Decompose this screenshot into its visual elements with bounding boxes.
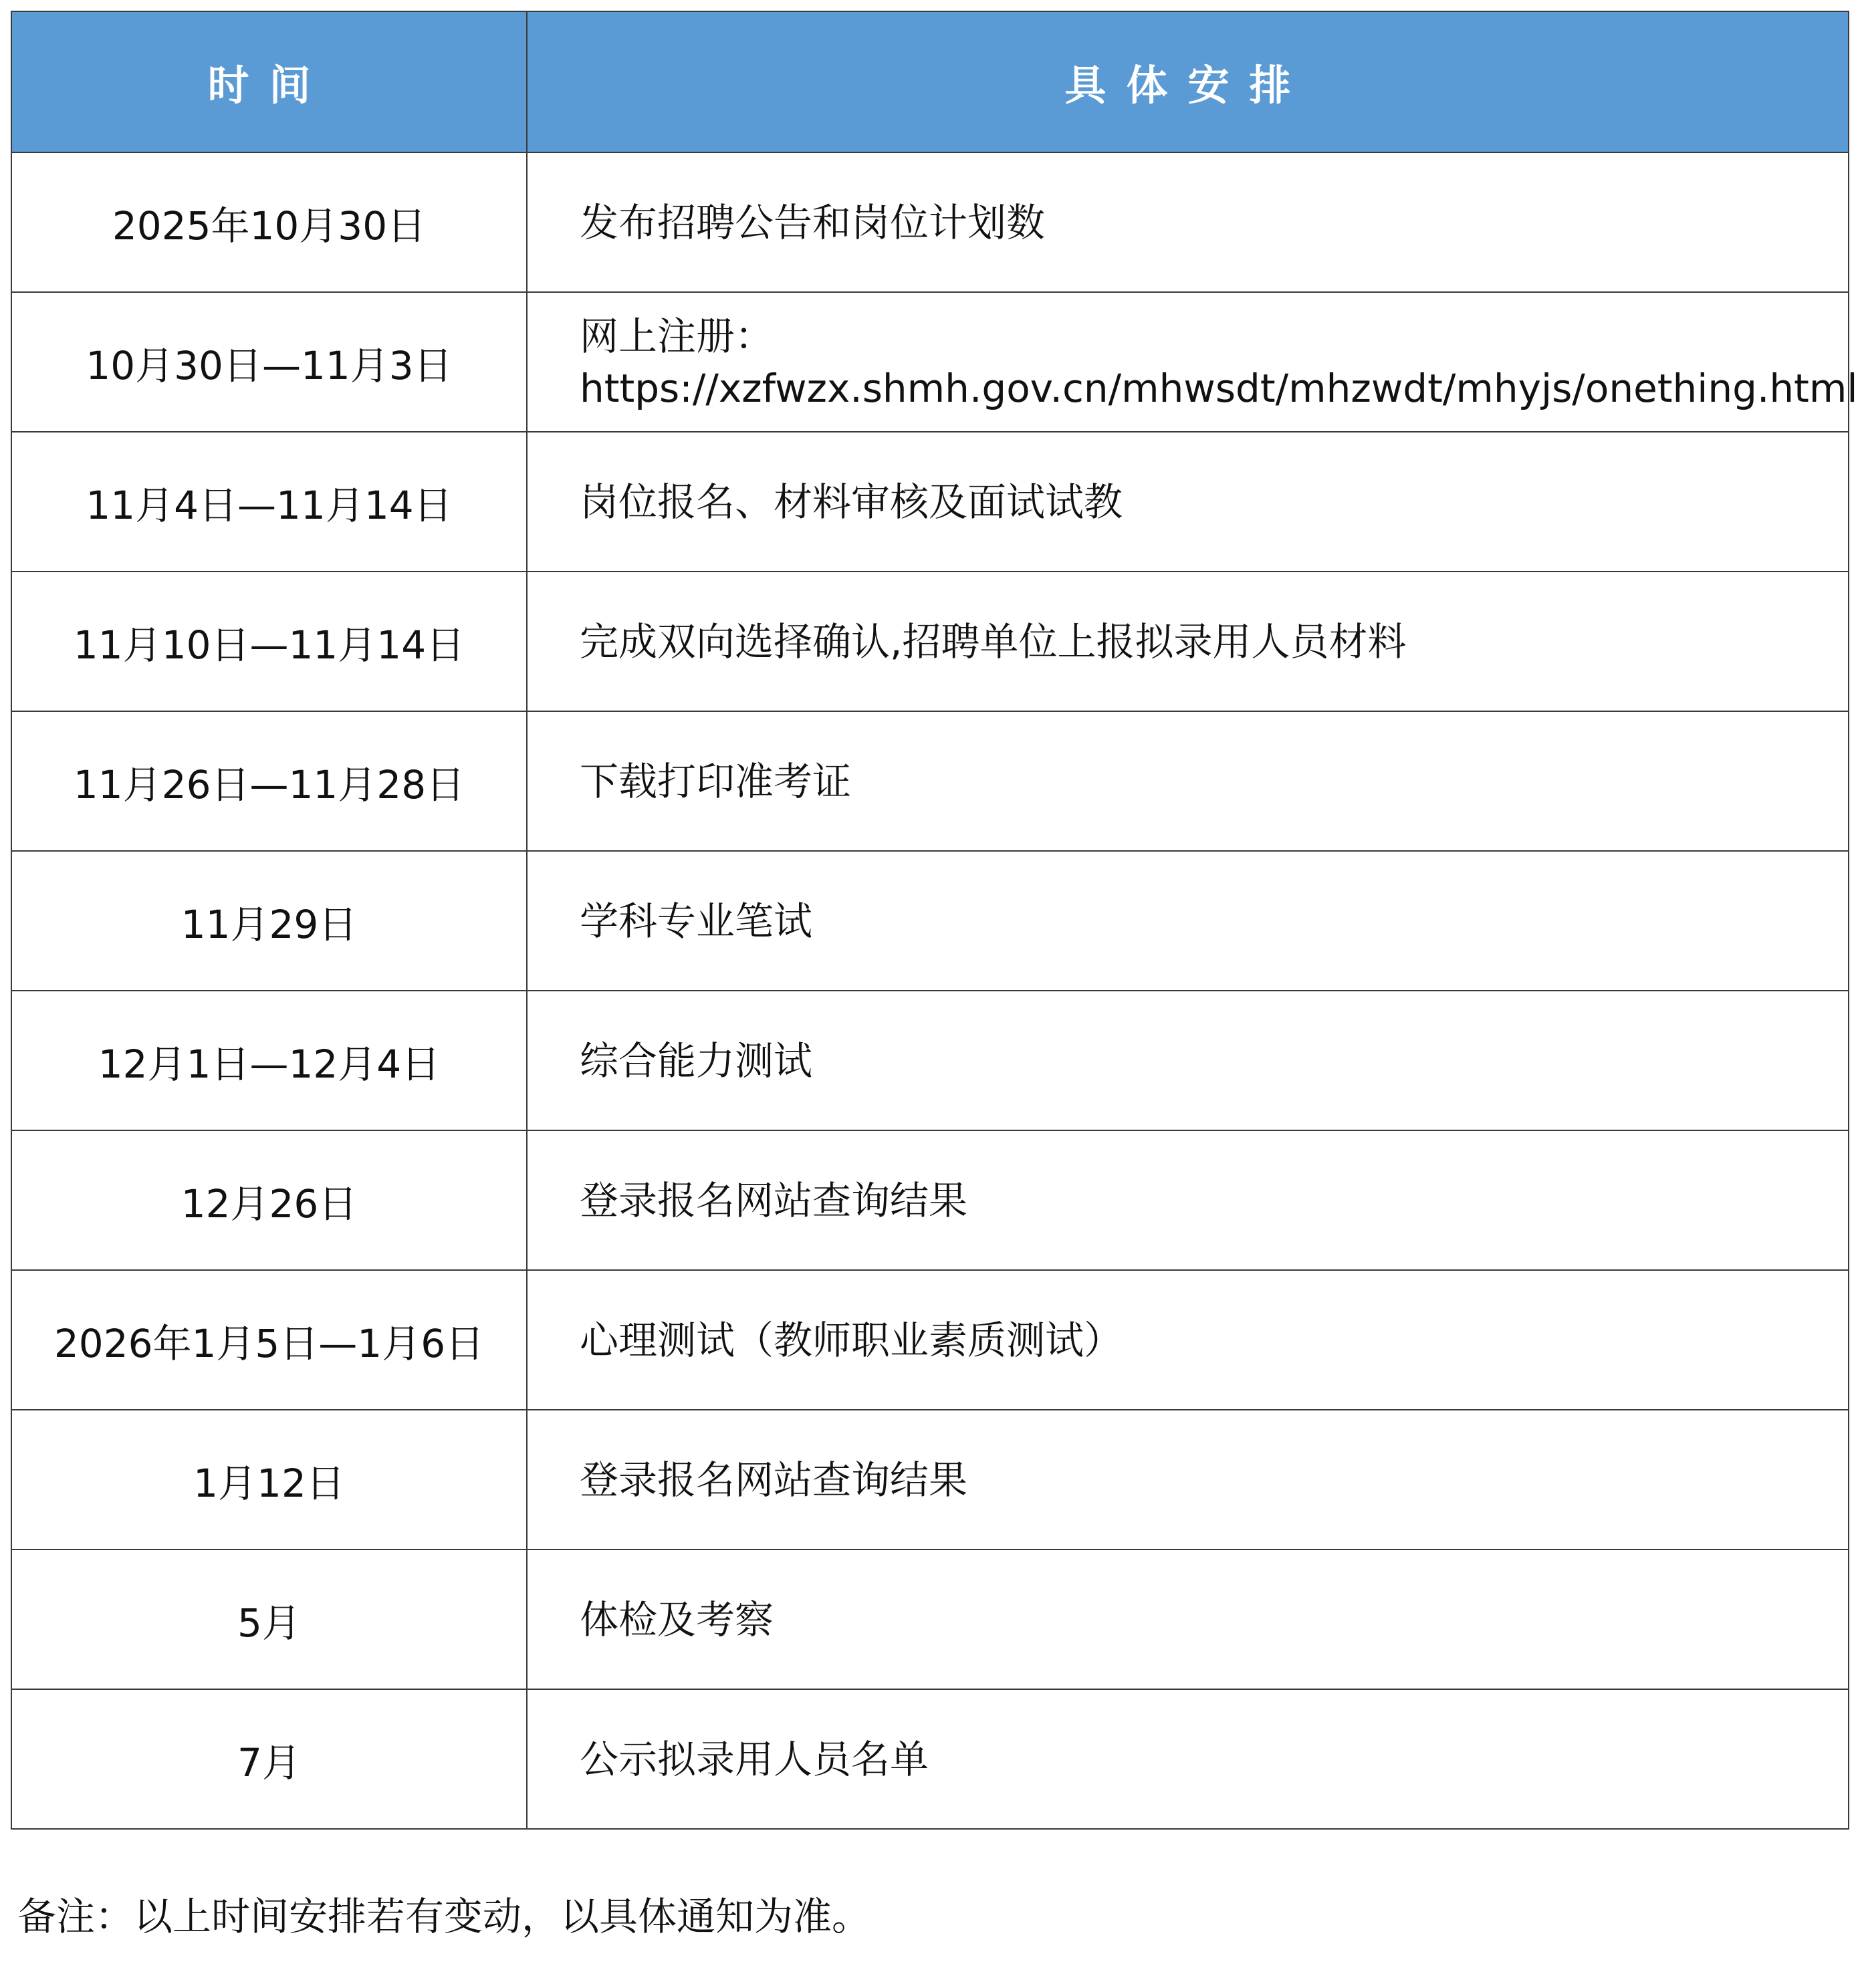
plan-cell <box>527 991 1849 1130</box>
table-row <box>11 152 1849 292</box>
plan-cell <box>527 1270 1849 1410</box>
plan-line: https://xzfwzx.shmh.gov.cn/mhwsdt/mhzwdt/mhyjs/onething.html <box>580 365 1858 411</box>
plan-line: 登录报名网站查询结果 <box>580 1457 968 1503</box>
table-row <box>11 851 1849 991</box>
time-cell: 11月10日—11月14日 <box>11 572 527 711</box>
time-cell: 11月29日 <box>11 851 527 991</box>
plan-cell <box>527 432 1849 572</box>
plan-cell <box>527 1689 1849 1829</box>
plan-line: 完成双向选择确认,招聘单位上报拟录用人员材料 <box>580 618 1407 664</box>
plan-line: 岗位报名、材料审核及面试试教 <box>580 479 1123 525</box>
header-time: 时间 <box>11 11 527 152</box>
time-cell: 2026年1月5日—1月6日 <box>11 1270 527 1410</box>
plan-line: 登录报名网站查询结果 <box>580 1177 968 1223</box>
table-row <box>11 292 1849 432</box>
table-row <box>11 1689 1849 1829</box>
time-cell: 1月12日 <box>11 1410 527 1549</box>
schedule-body <box>11 152 1858 1829</box>
plan-line: 综合能力测试 <box>580 1037 813 1084</box>
plan-cell <box>527 292 1858 432</box>
footnote: 备注：以上时间安排若有变动，以具体通知为准。 <box>17 1894 871 1939</box>
time-cell: 5月 <box>11 1549 527 1689</box>
plan-line: 学科专业笔试 <box>580 898 813 944</box>
table-row <box>11 1270 1849 1410</box>
schedule-table <box>11 11 1858 1830</box>
plan-line: 网上注册： <box>580 313 774 359</box>
table-row <box>11 711 1849 851</box>
plan-line: 发布招聘公告和岗位计划数 <box>580 199 1046 245</box>
plan-cell <box>527 711 1849 851</box>
time-cell: 11月4日—11月14日 <box>11 432 527 572</box>
time-cell: 10月30日—11月3日 <box>11 292 527 432</box>
plan-line: 心理测试（教师职业素质测试） <box>580 1317 1123 1363</box>
plan-cell <box>527 851 1849 991</box>
header-plan: 具体安排 <box>527 11 1849 152</box>
time-cell: 11月26日—11月28日 <box>11 711 527 851</box>
plan-line: 下载打印准考证 <box>580 758 852 804</box>
table-row <box>11 1549 1849 1689</box>
plan-line: 公示拟录用人员名单 <box>580 1736 929 1782</box>
table-row <box>11 991 1849 1130</box>
plan-cell <box>527 1549 1849 1689</box>
table-row <box>11 432 1849 572</box>
header-row <box>11 11 1849 152</box>
time-cell: 12月26日 <box>11 1130 527 1270</box>
time-cell: 7月 <box>11 1689 527 1829</box>
time-cell: 2025年10月30日 <box>11 152 527 292</box>
table-row <box>11 572 1849 711</box>
time-cell: 12月1日—12月4日 <box>11 991 527 1130</box>
plan-cell <box>527 152 1849 292</box>
plan-cell <box>527 572 1849 711</box>
table-row <box>11 1410 1849 1549</box>
plan-cell <box>527 1410 1849 1549</box>
plan-line: 体检及考察 <box>580 1596 774 1642</box>
table-row <box>11 1130 1849 1270</box>
plan-cell <box>527 1130 1849 1270</box>
